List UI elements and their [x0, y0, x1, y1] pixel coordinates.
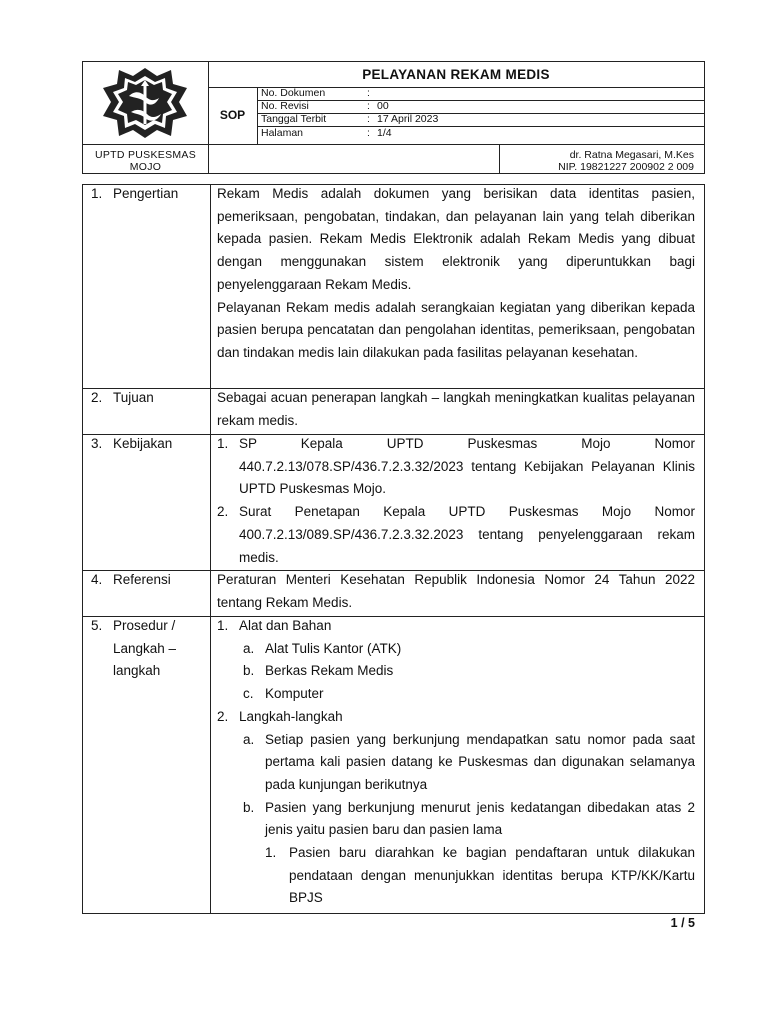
meta-separator: :	[367, 127, 370, 139]
meta-label: No. Dokumen	[261, 87, 326, 99]
list-item: a. Setiap pasien yang berkunjung mendapatkan satu nomor pada saat pertama kali pasien datang ke Puskesmas dan digunakan selamanya pada kunjungan berikutnya	[243, 731, 695, 792]
page-number: 1 / 5	[670, 916, 695, 930]
meta-separator: :	[367, 113, 370, 125]
sop-label: SOP	[219, 108, 246, 122]
meta-label: No. Revisi	[261, 100, 309, 112]
meta-value: 00	[377, 100, 389, 112]
section-content-tujuan: Sebagai acuan penerapan langkah – langkah meningkatkan kualitas pelayanan rekam medis.	[217, 390, 695, 428]
section-content-kebijakan	[217, 433, 695, 569]
document-title: PELAYANAN REKAM MEDIS	[362, 67, 550, 82]
list-item: b. Pasien yang berkunjung menurut jenis kedatangan dibedakan atas 2 jenis yaitu pasien baru dan pasien lama	[243, 799, 695, 838]
section-label-kebijakan: 3. Kebijakan	[91, 436, 173, 451]
meta-no-revisi	[261, 100, 700, 113]
section-label-prosedur: 5. Prosedur / Langkah – langkah	[91, 618, 177, 679]
section-label-tujuan: 2. Tujuan	[91, 390, 154, 405]
signer-nip: NIP. 19821227 200902 2 009	[558, 161, 694, 173]
meta-separator: :	[367, 87, 370, 99]
meta-separator: :	[367, 100, 370, 112]
list-item: 2. Surat Penetapan Kepala UPTD Puskesmas Mojo Nomor 400.7.2.13/089.SP/436.7.2.3.32.2023 tentang penyelenggaraan rekam medis.	[217, 504, 695, 565]
pengertian-paragraph-2: Pelayanan Rekam medis adalah serangkaian kegiatan yang diberikan kepada pasien berupa pencatatan dan pengolahan identitas, pemeriksaan, pengobatan dan tindakan medis lain dilakukan pada fasilitas pelayanan kesehatan.	[217, 299, 695, 360]
org-line-2: MOJO	[129, 161, 162, 173]
sop-content-table	[82, 184, 705, 914]
signer-block	[499, 144, 704, 173]
meta-value: 1/4	[377, 127, 392, 139]
signer-name: dr. Ratna Megasari, M.Kes	[569, 149, 694, 161]
section-content-referensi: Peraturan Menteri Kesehatan Republik Indonesia Nomor 24 Tahun 2022 tentang Rekam Medis.	[217, 572, 695, 610]
section-label-pengertian: 1. Pengertian	[91, 186, 179, 201]
list-item-langkah: 2. Langkah-langkah	[217, 708, 343, 724]
document-header	[82, 61, 705, 174]
meta-tanggal-terbit	[261, 113, 700, 126]
section-content-prosedur	[217, 615, 695, 910]
meta-no-dokumen	[261, 87, 700, 100]
org-line-1: UPTD PUSKESMAS	[94, 149, 197, 161]
meta-halaman	[261, 127, 700, 140]
list-item: a. Alat Tulis Kantor (ATK)	[243, 640, 402, 656]
list-item: 1. Pasien baru diarahkan ke bagian pendaftaran untuk dilakukan pendataan dengan menunjukkan identitas berupa KTP/KK/Kartu BPJS	[265, 845, 695, 906]
meta-label: Halaman	[261, 127, 304, 139]
list-item: 1. SP Kepala UPTD Puskesmas Mojo Nomor 440.7.2.13/078.SP/436.7.2.3.32/2023 tentang Kebijakan Pelayanan Klinis UPTD Puskesmas Mojo.	[217, 436, 695, 497]
meta-value: 17 April 2023	[377, 113, 439, 125]
surabaya-crest-logo	[101, 66, 189, 140]
list-item: c. Komputer	[243, 686, 324, 702]
pengertian-paragraph-1: Rekam Medis adalah dokumen yang berisikan data identitas pasien, pemeriksaan, pengobatan, tindakan, dan pelayanan lain yang telah diberikan kepada pasien. Rekam Medis Elektronik adalah Rekam Medis yang dibuat dengan menggunakan sistem elektronik yang diperuntukkan bagi penyelenggaraan Rekam Medis.	[217, 186, 695, 292]
section-label-referensi: 4. Referensi	[91, 572, 171, 587]
list-item-alat-bahan: 1. Alat dan Bahan	[217, 618, 332, 633]
meta-label: Tanggal Terbit	[261, 113, 327, 125]
organization-name	[83, 144, 208, 173]
section-content-pengertian	[217, 183, 695, 365]
list-item: b. Berkas Rekam Medis	[243, 663, 394, 679]
